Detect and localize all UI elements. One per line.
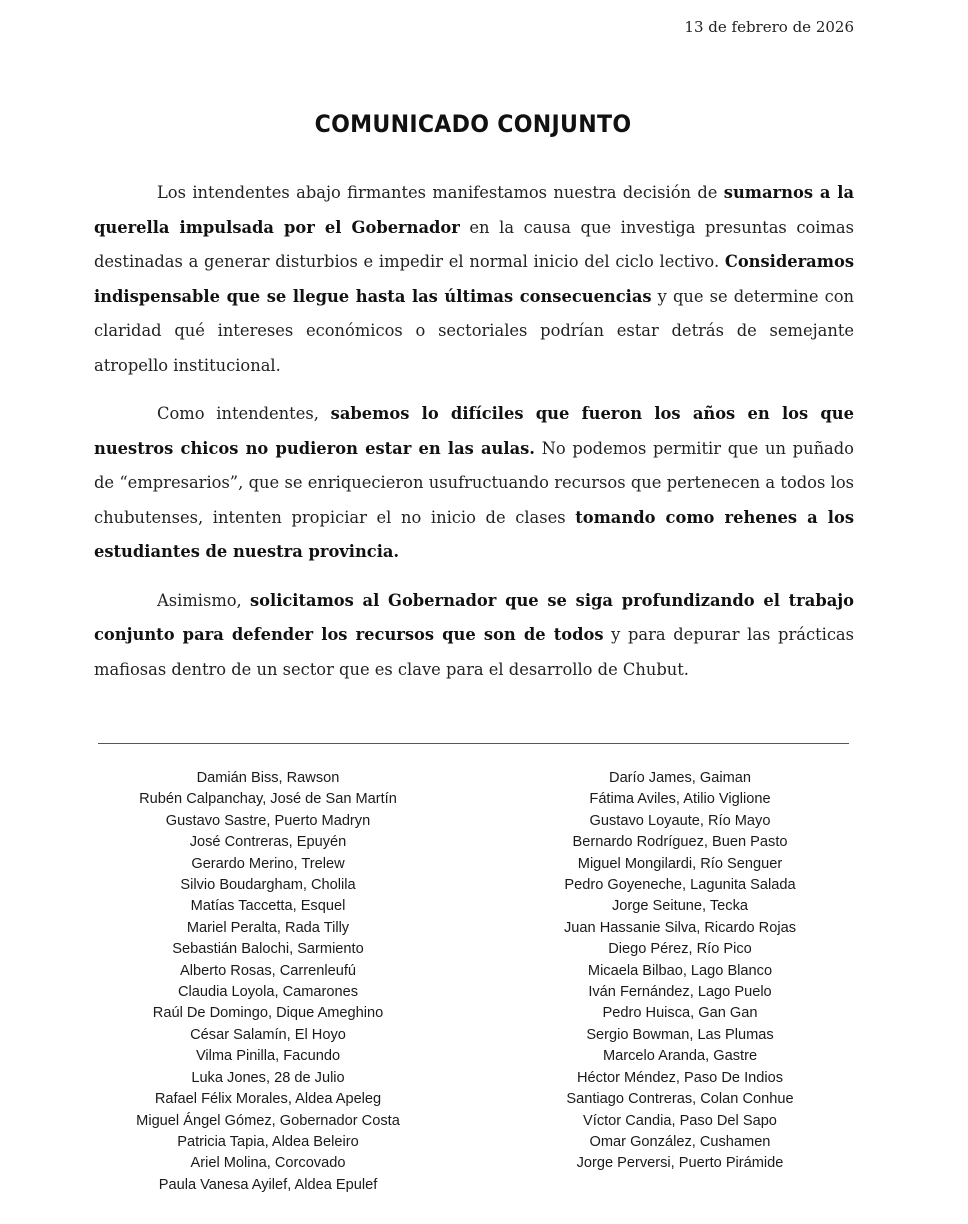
signatory-entry: Fátima Aviles, Atilio Viglione: [589, 791, 771, 808]
signatory-entry: Rubén Calpanchay, José de San Martín: [139, 791, 397, 808]
body-paragraph: [94, 584, 854, 688]
signatory-entry: Sebastián Balochi, Sarmiento: [172, 941, 364, 958]
signatory-entry: Miguel Ángel Gómez, Gobernador Costa: [136, 1112, 400, 1129]
signatory-entry: Claudia Loyola, Camarones: [177, 984, 359, 1001]
signatory-entry: Miguel Mongilardi, Río Senguer: [577, 855, 783, 872]
signatory-entry: Héctor Méndez, Paso De Indios: [576, 1069, 784, 1086]
emphasized-text: Consideramos indispensable que se llegue hasta las últimas consecuencias: [94, 252, 854, 306]
paragraph-text: No podemos permitir que un puñado de “empresarios”, que se enriquecieron usufructuando recursos que pertenecen a todos los chubutenses, intenten propiciar el no inicio de clases: [94, 438, 854, 527]
signatory-entry: Rafael Félix Morales, Aldea Apeleg: [154, 1091, 382, 1108]
body-paragraph: [94, 397, 854, 570]
signatory-entry: Patricia Tapia, Aldea Beleiro: [177, 1133, 359, 1150]
signatory-entry: Raúl De Domingo, Dique Ameghino: [152, 1005, 384, 1022]
paragraph-text: y que se determine con claridad qué intereses económicos o sectoriales podrían estar detrás de semejante atropello institucional.: [94, 286, 854, 375]
document-title: COMUNICADO CONJUNTO: [314, 110, 632, 139]
signatory-entry: Víctor Candia, Paso Del Sapo: [583, 1112, 777, 1129]
signatory-entry: Mariel Peralta, Rada Tilly: [186, 919, 350, 936]
signatory-entry: Sergio Bowman, Las Plumas: [586, 1026, 774, 1043]
signatory-entry: Diego Pérez, Río Pico: [608, 941, 752, 958]
signatory-entry: Jorge Perversi, Puerto Pirámide: [576, 1155, 784, 1172]
signatory-entry: Vilma Pinilla, Facundo: [195, 1048, 341, 1065]
signatory-entry: Ariel Molina, Corcovado: [190, 1155, 346, 1172]
emphasized-text: tomando como rehenes a los estudiantes de nuestra provincia.: [94, 507, 854, 561]
signatory-entry: Alberto Rosas, Carrenleufú: [179, 962, 357, 979]
signatory-entry: Iván Fernández, Lago Puelo: [588, 984, 772, 1001]
emphasized-text: sumarnos a la querella impulsada por el Gobernador: [94, 183, 854, 237]
signatory-entry: Micaela Bilbao, Lago Blanco: [587, 962, 773, 979]
signatory-entry: Gustavo Sastre, Puerto Madryn: [165, 812, 371, 829]
signatory-entry: Pedro Goyeneche, Lagunita Salada: [564, 877, 796, 894]
paragraph-text: Como intendentes,: [157, 404, 331, 423]
signatory-entry: Jorge Seitune, Tecka: [611, 898, 749, 915]
signatory-entry: Silvio Boudargham, Cholila: [180, 877, 356, 894]
signatory-entry: Pedro Huisca, Gan Gan: [602, 1005, 758, 1022]
signature-divider: [98, 743, 849, 744]
signatory-entry: Santiago Contreras, Colan Conhue: [566, 1091, 794, 1108]
signatory-entry: José Contreras, Epuyén: [189, 834, 347, 851]
signatory-entry: Gustavo Loyaute, Río Mayo: [589, 812, 771, 829]
signatory-entry: Matías Taccetta, Esquel: [190, 898, 346, 915]
signatory-entry: Luka Jones, 28 de Julio: [191, 1069, 345, 1086]
signatories-right-column: [470, 768, 890, 1175]
signatory-entry: Paula Vanesa Ayilef, Aldea Epulef: [158, 1176, 378, 1193]
emphasized-text: solicitamos al Gobernador que se siga profundizando el trabajo conjunto para defender los recursos que son de todos: [94, 590, 854, 644]
signatory-entry: Bernardo Rodríguez, Buen Pasto: [572, 834, 788, 851]
signatory-entry: Juan Hassanie Silva, Ricardo Rojas: [564, 919, 796, 936]
document-date: 13 de febrero de 2026: [684, 18, 854, 36]
signatory-entry: Damián Biss, Rawson: [196, 770, 340, 786]
signatory-entry: Omar González, Cushamen: [589, 1133, 771, 1150]
signatories-left-column: [58, 768, 478, 1196]
signatory-entry: Gerardo Merino, Trelew: [191, 855, 345, 872]
emphasized-text: sabemos lo difíciles que fueron los años en los que nuestros chicos no pudieron estar en las aulas.: [94, 404, 854, 458]
paragraph-text: Asimismo,: [157, 590, 250, 610]
paragraph-text: Los intendentes abajo firmantes manifestamos nuestra decisión de: [157, 183, 724, 202]
signatory-entry: César Salamín, El Hoyo: [190, 1026, 346, 1043]
body-paragraph: [94, 176, 854, 383]
paragraph-text: en la causa que investiga presuntas coimas destinadas a generar disturbios e impedir el normal inicio del ciclo lectivo.: [94, 217, 854, 271]
paragraph-text: y para depurar las prácticas mafiosas dentro de un sector que es clave para el desarrollo de Chubut.: [94, 625, 854, 679]
document-body: [94, 176, 854, 701]
signatory-entry: Darío James, Gaiman: [609, 770, 751, 786]
signatory-entry: Marcelo Aranda, Gastre: [602, 1048, 758, 1065]
